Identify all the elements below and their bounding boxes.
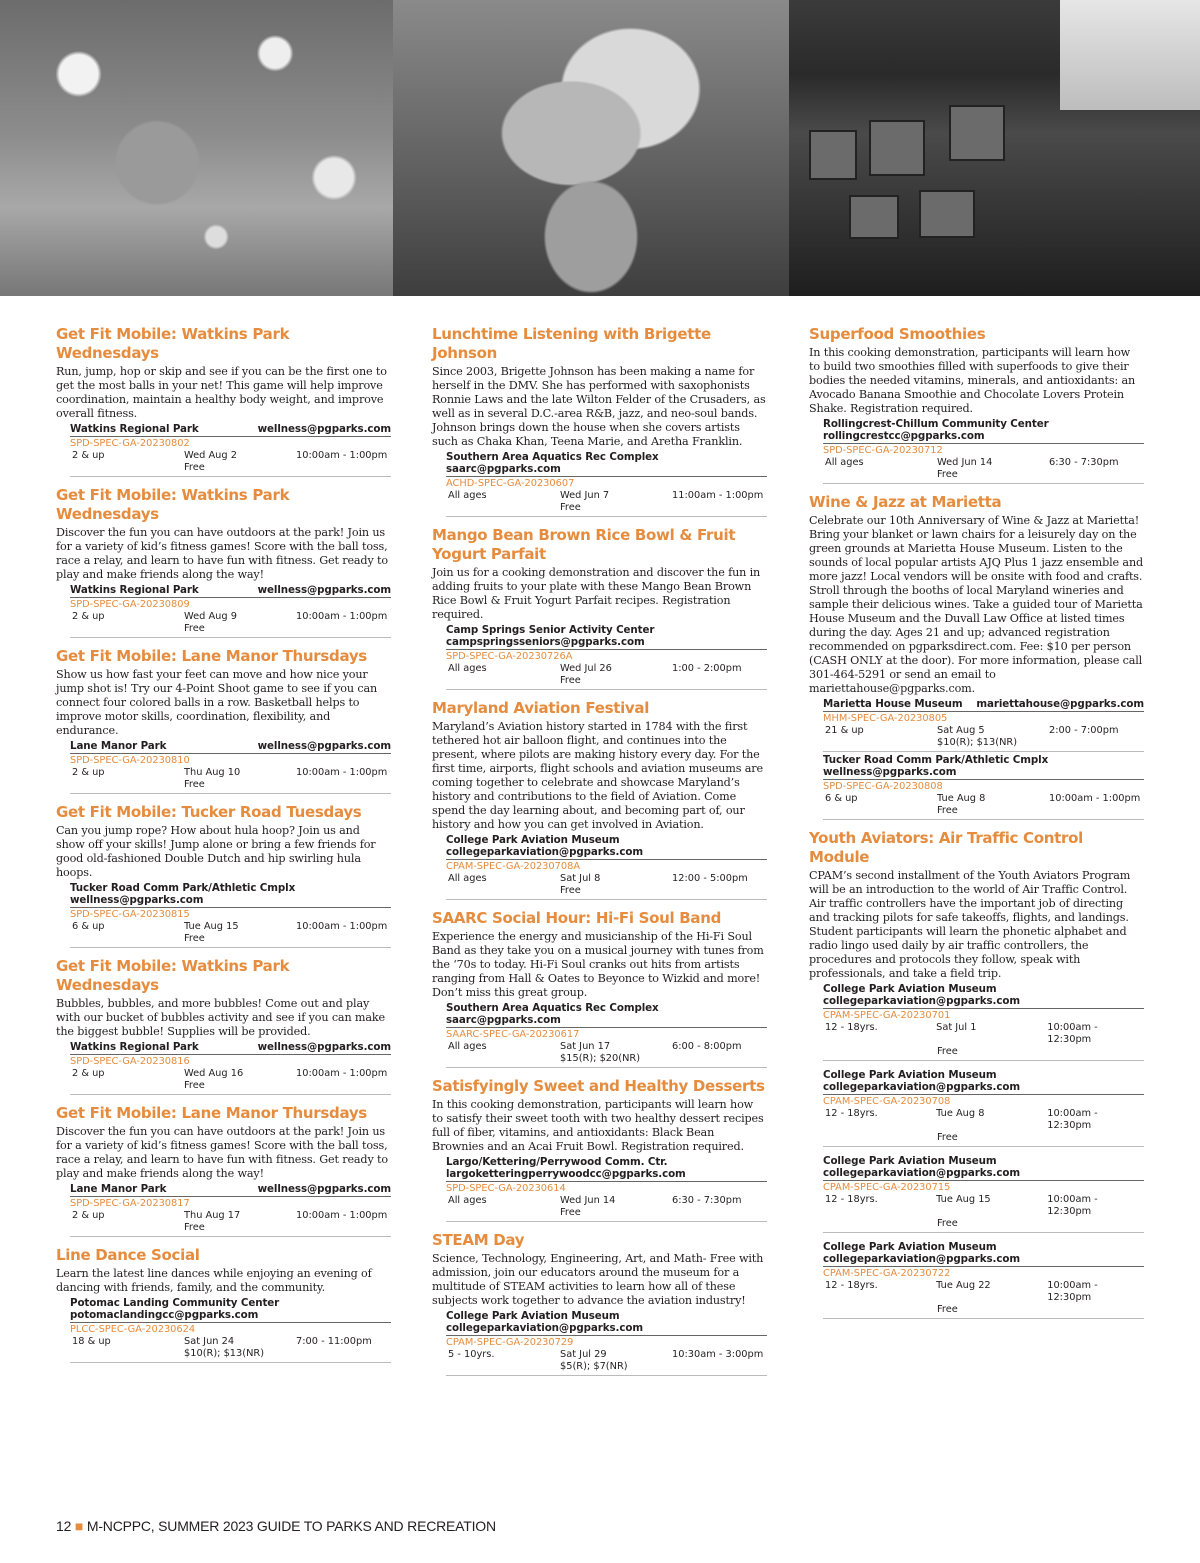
contact-email[interactable]: collegeparkaviation@pgparks.com xyxy=(446,1322,643,1334)
session-date: Sat Jul 1 xyxy=(936,1022,977,1033)
activity-code: CPAM-SPEC-GA-20230708A xyxy=(446,859,767,873)
session-meta xyxy=(446,663,767,675)
location-block xyxy=(823,1069,1144,1093)
age-range: All ages xyxy=(448,490,487,501)
session-meta xyxy=(823,1108,1144,1132)
event-title: Get Fit Mobile: Watkins Park Wednesdays xyxy=(56,325,290,362)
event-listing xyxy=(56,803,391,948)
location-block xyxy=(70,1041,391,1053)
smoothie-pour-photo xyxy=(393,0,789,296)
event-listing xyxy=(432,909,767,1068)
session-date: Sat Jun 24 xyxy=(184,1336,235,1347)
session xyxy=(446,1027,767,1068)
location-name: Lane Manor Park xyxy=(70,1183,167,1195)
event-description: Show us how fast your feet can move and how nice your jump shot is! Try our 4-Point Shoot game to see if you can connect four colored balls in a row. Basketball helps to improve motor skills, coordination, flexibility, and endurance. xyxy=(56,668,378,737)
location-block xyxy=(446,1156,767,1180)
location-name: Southern Area Aquatics Rec Complex xyxy=(446,451,659,463)
contact-email[interactable]: wellness@pgparks.com xyxy=(823,766,957,778)
session xyxy=(70,1196,391,1237)
session-date: Wed Aug 2 xyxy=(184,450,237,461)
event-title: Lunchtime Listening with Brigette Johnson xyxy=(432,325,711,362)
session-time: 2:00 - 7:00pm xyxy=(1049,725,1119,736)
event-title: Get Fit Mobile: Watkins Park Wednesdays xyxy=(56,486,290,523)
event-description: In this cooking demonstration, participants will learn how to build two smoothies filled with superfoods to give their bodies the needed vitamins, minerals, and antioxidants: an Avocado Banana Smoothie and Chocolate Lovers Protein Shake. Registration required. xyxy=(809,346,1136,415)
age-range: 12 - 18yrs. xyxy=(825,1280,878,1291)
contact-email[interactable]: wellness@pgparks.com xyxy=(257,423,391,435)
age-range: 2 & up xyxy=(72,1210,105,1221)
session xyxy=(446,1335,767,1376)
session-fee: Free xyxy=(823,1304,1144,1319)
session-fee: Free xyxy=(70,779,391,794)
session xyxy=(823,1008,1144,1061)
activity-code: SPD-SPEC-GA-20230817 xyxy=(70,1196,391,1210)
session-time: 10:00am - 1:00pm xyxy=(296,611,388,622)
column-2 xyxy=(432,325,767,1385)
contact-email[interactable]: wellness@pgparks.com xyxy=(70,894,204,906)
session xyxy=(823,1266,1144,1319)
location-row xyxy=(70,1183,391,1195)
event-title: Youth Aviators: Air Traffic Control Module xyxy=(809,829,1083,866)
session-time: 12:00 - 5:00pm xyxy=(672,873,748,884)
location-name: College Park Aviation Museum xyxy=(446,1310,620,1322)
session-fee: Free xyxy=(446,675,767,690)
session-fee: Free xyxy=(70,1080,391,1095)
session-date: Thu Aug 10 xyxy=(184,767,241,778)
photo-strip xyxy=(0,0,1200,296)
session-time: 10:00am - 1:00pm xyxy=(1049,793,1141,804)
event-title: Superfood Smoothies xyxy=(809,325,986,343)
event-listing xyxy=(809,493,1144,820)
session-meta xyxy=(70,450,391,462)
location-block xyxy=(823,983,1144,1007)
age-range: 12 - 18yrs. xyxy=(825,1194,878,1205)
session-time: 10:00am - 1:00pm xyxy=(296,1210,388,1221)
event-listing xyxy=(56,647,391,794)
session-time: 10:00am - 12:30pm xyxy=(1047,1108,1098,1131)
activity-code: MHM-SPEC-GA-20230805 xyxy=(823,711,1144,725)
event-listing xyxy=(432,526,767,690)
event-title: Get Fit Mobile: Lane Manor Thursdays xyxy=(56,1104,367,1122)
event-listing xyxy=(56,957,391,1095)
location-block xyxy=(823,698,1144,710)
event-listing xyxy=(56,1104,391,1237)
event-title: Get Fit Mobile: Lane Manor Thursdays xyxy=(56,647,367,665)
activity-code: SAARC-SPEC-GA-20230617 xyxy=(446,1027,767,1041)
session-meta xyxy=(823,793,1144,805)
contact-email[interactable]: collegeparkaviation@pgparks.com xyxy=(823,1167,1020,1179)
session xyxy=(823,443,1144,484)
event-description: Science, Technology, Engineering, Art, and Math- Free with admission, join our educators around the museum for a multitude of STEAM activities to learn how all of these subjects work together to advance the aviation industry! xyxy=(432,1252,764,1307)
contact-email[interactable]: mariettahouse@pgparks.com xyxy=(976,698,1144,710)
age-range: 21 & up xyxy=(825,725,864,736)
session xyxy=(823,711,1144,752)
session-time: 10:00am - 1:00pm xyxy=(296,1068,388,1079)
event-title: Mango Bean Brown Rice Bowl & Fruit Yogurt Parfait xyxy=(432,526,736,563)
location-name: Watkins Regional Park xyxy=(70,1041,199,1053)
location-name: College Park Aviation Museum xyxy=(823,1155,997,1167)
event-description: Bubbles, bubbles, and more bubbles! Come out and play with our bucket of bubbles activity and see if you can make the biggest bubble! Supplies will be provided. xyxy=(56,997,385,1038)
session xyxy=(70,436,391,477)
session-date: Wed Aug 16 xyxy=(184,1068,244,1079)
session-fee: Free xyxy=(823,805,1144,820)
session-meta xyxy=(823,1194,1144,1218)
event-description: Discover the fun you can have outdoors at the park! Join us for a variety of kid’s fitness games! Score with the ball toss, race a relay, and learn to have fun with fitness. Get ready to play and make friends along the way! xyxy=(56,1125,388,1180)
session-date: Thu Aug 17 xyxy=(184,1210,241,1221)
event-listing xyxy=(56,1246,391,1363)
event-listing xyxy=(809,829,1144,1319)
age-range: All ages xyxy=(825,457,864,468)
location-row xyxy=(70,584,391,596)
location-name: Marietta House Museum xyxy=(823,698,963,710)
column-1 xyxy=(56,325,391,1372)
event-description: CPAM’s second installment of the Youth Aviators Program will be an introduction to the world of Air Traffic Control. Air traffic controllers have the important job of directing and tracking pilots for safe takeoffs, flights, and landings. Student participants will learn the phonetic alphabet and radio lingo used daily by air traffic controllers, the procedures and protocols they follow, speak with professionals, and take a field trip. xyxy=(809,869,1131,980)
session-meta xyxy=(70,767,391,779)
session-meta xyxy=(70,611,391,623)
location-block xyxy=(70,882,391,906)
location-name: Watkins Regional Park xyxy=(70,584,199,596)
session-fee: Free xyxy=(823,1046,1144,1061)
activity-code: SPD-SPEC-GA-20230810 xyxy=(70,753,391,767)
bubble-party-photo xyxy=(0,0,393,296)
activity-code: SPD-SPEC-GA-20230816 xyxy=(70,1054,391,1068)
age-range: All ages xyxy=(448,873,487,884)
session xyxy=(70,1322,391,1363)
session xyxy=(70,753,391,794)
event-listing xyxy=(56,325,391,477)
session-date: Sat Jul 29 xyxy=(560,1349,607,1360)
activity-code: PLCC-SPEC-GA-20230624 xyxy=(70,1322,391,1336)
column-3 xyxy=(809,325,1144,1328)
session-fee: Free xyxy=(70,933,391,948)
location-block xyxy=(70,1183,391,1195)
session-time: 10:30am - 3:00pm xyxy=(672,1349,764,1360)
session-fee: Free xyxy=(446,1207,767,1222)
location-name: College Park Aviation Museum xyxy=(823,1069,997,1081)
session-time: 10:00am - 1:00pm xyxy=(296,921,388,932)
event-title: SAARC Social Hour: Hi-Fi Soul Band xyxy=(432,909,722,927)
event-description: Join us for a cooking demonstration and discover the fun in adding fruits to your plate with these Mango Bean Brown Rice Bowl & Fruit Yogurt Parfait recipes. Registration required. xyxy=(432,566,761,621)
session-meta xyxy=(446,1349,767,1361)
location-row xyxy=(70,423,391,435)
age-range: 12 - 18yrs. xyxy=(825,1108,878,1119)
cockpit-photo xyxy=(789,0,1200,296)
session-time: 10:00am - 1:00pm xyxy=(296,450,388,461)
session xyxy=(823,1180,1144,1233)
session-date: Tue Aug 8 xyxy=(936,1108,985,1119)
location-name: Largo/Kettering/Perrywood Comm. Ctr. xyxy=(446,1156,668,1168)
contact-email[interactable]: rollingcrestcc@pgparks.com xyxy=(823,430,985,442)
event-listing xyxy=(432,325,767,517)
activity-code: CPAM-SPEC-GA-20230715 xyxy=(823,1180,1144,1194)
location-block xyxy=(446,834,767,858)
session xyxy=(70,597,391,638)
session-fee: $5(R); $7(NR) xyxy=(446,1361,767,1376)
activity-code: SPD-SPEC-GA-20230815 xyxy=(70,907,391,921)
location-row xyxy=(70,1041,391,1053)
location-block xyxy=(446,451,767,475)
contact-email[interactable]: collegeparkaviation@pgparks.com xyxy=(823,1253,1020,1265)
location-name: Potomac Landing Community Center xyxy=(70,1297,280,1309)
session xyxy=(823,1094,1144,1147)
session xyxy=(70,907,391,948)
session-fee: Free xyxy=(70,623,391,638)
activity-code: SPD-SPEC-GA-20230808 xyxy=(823,779,1144,793)
location-name: Tucker Road Comm Park/Athletic Cmplx xyxy=(70,882,296,894)
session-meta xyxy=(70,1068,391,1080)
session-meta xyxy=(446,1195,767,1207)
session-date: Wed Jun 14 xyxy=(560,1195,616,1206)
event-description: Run, jump, hop or skip and see if you can be the first one to get the most balls in your net! This game will help improve coordination, maintain a healthy body weight, and improve overall fitness. xyxy=(56,365,387,420)
age-range: All ages xyxy=(448,1041,487,1052)
activity-code: SPD-SPEC-GA-20230614 xyxy=(446,1181,767,1195)
session-time: 6:30 - 7:30pm xyxy=(1049,457,1119,468)
event-description: In this cooking demonstration, participants will learn how to satisfy their sweet tooth with two healthy dessert recipes full of fiber, vitamins, and antioxidants: Black Bean Brownies and an Acai Fruit Bowl. Registration required. xyxy=(432,1098,764,1153)
event-title: Get Fit Mobile: Tucker Road Tuesdays xyxy=(56,803,362,821)
session-fee: Free xyxy=(446,502,767,517)
session-fee: Free xyxy=(823,1218,1144,1233)
age-range: 6 & up xyxy=(825,793,858,804)
contact-email[interactable]: collegeparkaviation@pgparks.com xyxy=(823,1081,1020,1093)
session-fee: Free xyxy=(70,462,391,477)
session-fee: Free xyxy=(446,885,767,900)
activity-code: CPAM-SPEC-GA-20230708 xyxy=(823,1094,1144,1108)
activity-code: ACHD-SPEC-GA-20230607 xyxy=(446,476,767,490)
location-name: Rollingcrest-Chillum Community Center xyxy=(823,418,1049,430)
session-date: Tue Aug 22 xyxy=(936,1280,991,1291)
age-range: 12 - 18yrs. xyxy=(825,1022,878,1033)
session-date: Wed Jun 7 xyxy=(560,490,610,501)
session-date: Wed Aug 9 xyxy=(184,611,237,622)
activity-code: SPD-SPEC-GA-20230802 xyxy=(70,436,391,450)
activity-code: CPAM-SPEC-GA-20230701 xyxy=(823,1008,1144,1022)
age-range: All ages xyxy=(448,663,487,674)
event-listing xyxy=(432,1077,767,1222)
location-name: College Park Aviation Museum xyxy=(823,1241,997,1253)
activity-code: SPD-SPEC-GA-20230726A xyxy=(446,649,767,663)
event-listing xyxy=(809,325,1144,484)
session xyxy=(446,649,767,690)
session-meta xyxy=(446,490,767,502)
activity-code: CPAM-SPEC-GA-20230729 xyxy=(446,1335,767,1349)
activity-code: CPAM-SPEC-GA-20230722 xyxy=(823,1266,1144,1280)
location-block xyxy=(823,1155,1144,1179)
session-meta xyxy=(70,1210,391,1222)
location-name: College Park Aviation Museum xyxy=(446,834,620,846)
session xyxy=(446,859,767,900)
location-block xyxy=(446,1002,767,1026)
activity-code: SPD-SPEC-GA-20230809 xyxy=(70,597,391,611)
location-name: College Park Aviation Museum xyxy=(823,983,997,995)
age-range: 6 & up xyxy=(72,921,105,932)
event-listing xyxy=(432,699,767,900)
session-time: 10:00am - 12:30pm xyxy=(1047,1280,1098,1303)
location-block xyxy=(823,418,1144,442)
session-block xyxy=(809,1069,1144,1147)
location-block xyxy=(446,624,767,648)
session-fee: $15(R); $20(NR) xyxy=(446,1053,767,1068)
session-time: 10:00am - 12:30pm xyxy=(1047,1022,1098,1045)
location-block xyxy=(823,1241,1144,1265)
location-name: Watkins Regional Park xyxy=(70,423,199,435)
contact-email[interactable]: saarc@pgparks.com xyxy=(446,463,561,475)
event-description: Since 2003, Brigette Johnson has been making a name for herself in the DMV. She has performed with saxophonists Ronnie Laws and the late Wilton Felder of the Crusaders, as well as in several D.C.-area R&B, jazz, and neo-soul bands. Johnson brings down the house when she covers artists such as Chaka Khan, Teena Marie, and Aretha Franklin. xyxy=(432,365,766,448)
activity-code: SPD-SPEC-GA-20230712 xyxy=(823,443,1144,457)
location-block xyxy=(446,1310,767,1334)
session-time: 1:00 - 2:00pm xyxy=(672,663,742,674)
contact-email[interactable]: wellness@pgparks.com xyxy=(257,1183,391,1195)
contact-email[interactable]: largoketteringperrywoodcc@pgparks.com xyxy=(446,1168,686,1180)
session-block xyxy=(809,1155,1144,1233)
session-date: Tue Aug 8 xyxy=(937,793,986,804)
session-meta xyxy=(823,725,1144,737)
session-fee: Free xyxy=(823,469,1144,484)
event-description: Can you jump rope? How about hula hoop? Join us and show off your skills! Jump alone or bring a few friends for good old-fashioned Double Dutch and hip swirling hula hoops. xyxy=(56,824,376,879)
session-time: 6:30 - 7:30pm xyxy=(672,1195,742,1206)
session-date: Tue Aug 15 xyxy=(936,1194,991,1205)
event-title: Get Fit Mobile: Watkins Park Wednesdays xyxy=(56,957,290,994)
contact-email[interactable]: wellness@pgparks.com xyxy=(257,1041,391,1053)
contact-email[interactable]: wellness@pgparks.com xyxy=(257,740,391,752)
location-name: Southern Area Aquatics Rec Complex xyxy=(446,1002,659,1014)
contact-email[interactable]: potomaclandingcc@pgparks.com xyxy=(70,1309,259,1321)
event-description: Celebrate our 10th Anniversary of Wine & Jazz at Marietta! Bring your blanket or lawn chairs for a leisurely day on the green grounds at Marietta House Museum. Listen to the sounds of local popular artists AJQ Plus 1 jazz ensemble and more jazz! Local vendors will be onsite with food and crafts. Stroll through the booths of local Maryland wineries and sample their delicious wines. Take a guided tour of Marietta House Museum and the Duvall Law Office at listed times during the day. Ages 21 and up; advanced registration recommended on pgparksdirect.com. Fee: $10 per person (CASH ONLY at the door). For more information, please call 301-464-5291 or send an email to mariettahouse@pgparks.com. xyxy=(809,514,1144,695)
session-time: 11:00am - 1:00pm xyxy=(672,490,764,501)
session-date: Tue Aug 15 xyxy=(184,921,239,932)
contact-email[interactable]: campspringsseniors@pgparks.com xyxy=(446,636,645,648)
location-block xyxy=(70,740,391,752)
page-number: 12 xyxy=(56,1518,72,1534)
location-row xyxy=(70,740,391,752)
session-fee: Free xyxy=(823,1132,1144,1147)
location-block xyxy=(70,584,391,596)
age-range: 5 - 10yrs. xyxy=(448,1349,495,1360)
event-title: Wine & Jazz at Marietta xyxy=(809,493,1002,511)
age-range: All ages xyxy=(448,1195,487,1206)
session-meta xyxy=(823,457,1144,469)
event-description: Maryland’s Aviation history started in 1784 with the first tethered hot air balloon flight, and continues into the present, where pilots are making history every day. For the first time, airports, flight schools and aviation museums are coming together to celebrate and showcase Maryland’s history and contributions to the field of Aviation. Come spend the day learning about, and becoming part of, our history and how you can get involved in Aviation. xyxy=(432,720,763,831)
location-block xyxy=(70,423,391,435)
session-fee: $10(R); $13(NR) xyxy=(70,1348,391,1363)
session-meta xyxy=(70,921,391,933)
session-date: Wed Jun 14 xyxy=(937,457,993,468)
session-meta xyxy=(823,1280,1144,1304)
session-time: 10:00am - 12:30pm xyxy=(1047,1194,1098,1217)
session-block xyxy=(809,1241,1144,1319)
location-name: Lane Manor Park xyxy=(70,740,167,752)
event-description: Learn the latest line dances while enjoying an evening of dancing with friends, family, and the community. xyxy=(56,1267,372,1294)
age-range: 2 & up xyxy=(72,767,105,778)
location-name: Tucker Road Comm Park/Athletic Cmplx xyxy=(823,754,1049,766)
session-fee: Free xyxy=(70,1222,391,1237)
session-meta xyxy=(823,1022,1144,1046)
session-fee: $10(R); $13(NR) xyxy=(823,737,1144,752)
session-date: Sat Jun 17 xyxy=(560,1041,611,1052)
page-footer xyxy=(56,1518,496,1534)
contact-email[interactable]: collegeparkaviation@pgparks.com xyxy=(446,846,643,858)
session-date: Sat Aug 5 xyxy=(937,725,985,736)
contact-email[interactable]: collegeparkaviation@pgparks.com xyxy=(823,995,1020,1007)
location-block xyxy=(823,754,1144,778)
session-meta xyxy=(70,1336,391,1348)
session xyxy=(70,1054,391,1095)
event-title: Line Dance Social xyxy=(56,1246,200,1264)
location-name: Camp Springs Senior Activity Center xyxy=(446,624,655,636)
event-description: Experience the energy and musicianship of the Hi-Fi Soul Band as they take you on a musical journey with tunes from the ‘70s to today. Hi-Fi Soul cranks out hits from artists ranging from Hall & Oates to Beyonce to Wizkid and more! Don’t miss this great group. xyxy=(432,930,764,999)
location-block xyxy=(70,1297,391,1321)
event-listing xyxy=(432,1231,767,1376)
footer-separator-icon: ■ xyxy=(74,1518,84,1534)
session xyxy=(446,476,767,517)
footer-title: M-NCPPC, SUMMER 2023 GUIDE TO PARKS AND RECREATION xyxy=(86,1518,496,1534)
event-listing xyxy=(56,486,391,638)
event-title: STEAM Day xyxy=(432,1231,525,1249)
contact-email[interactable]: wellness@pgparks.com xyxy=(257,584,391,596)
session-meta xyxy=(446,1041,767,1053)
session-date: Sat Jul 8 xyxy=(560,873,601,884)
session-block xyxy=(809,983,1144,1061)
event-title: Maryland Aviation Festival xyxy=(432,699,650,717)
session-time: 7:00 - 11:00pm xyxy=(296,1336,372,1347)
age-range: 2 & up xyxy=(72,1068,105,1079)
session-date: Wed Jul 26 xyxy=(560,663,612,674)
age-range: 18 & up xyxy=(72,1336,111,1347)
session xyxy=(823,779,1144,820)
contact-email[interactable]: saarc@pgparks.com xyxy=(446,1014,561,1026)
location-row xyxy=(823,698,1144,710)
age-range: 2 & up xyxy=(72,450,105,461)
session xyxy=(446,1181,767,1222)
age-range: 2 & up xyxy=(72,611,105,622)
session-time: 10:00am - 1:00pm xyxy=(296,767,388,778)
session-time: 6:00 - 8:00pm xyxy=(672,1041,742,1052)
event-description: Discover the fun you can have outdoors at the park! Join us for a variety of kid’s fitness games! Score with the ball toss, race a relay, and learn to have fun with fitness. Get ready to play and make friends along the way! xyxy=(56,526,388,581)
event-title: Satisfyingly Sweet and Healthy Desserts xyxy=(432,1077,765,1095)
session-meta xyxy=(446,873,767,885)
